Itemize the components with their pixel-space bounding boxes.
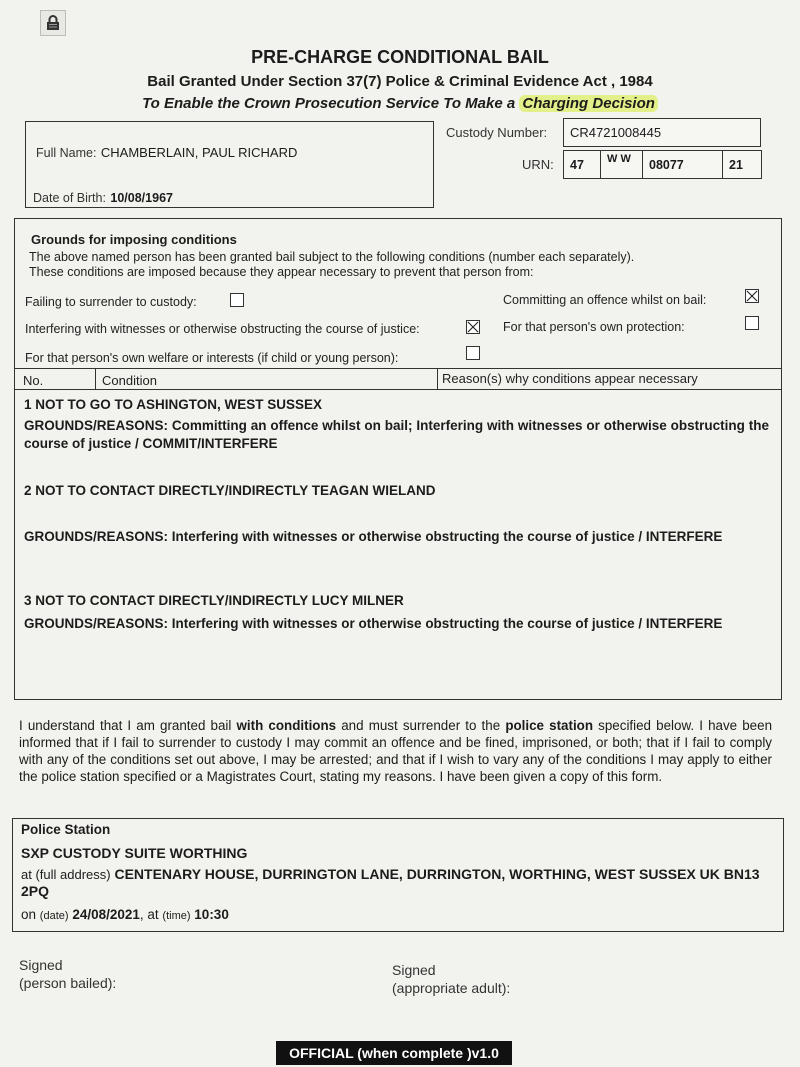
police-station-heading: Police Station (21, 822, 111, 837)
interfering-witnesses-checkbox[interactable] (466, 320, 480, 334)
col-reason: Reason(s) why conditions appear necessary (442, 371, 698, 386)
custody-number-label: Custody Number: (446, 125, 548, 140)
check-x-icon (746, 289, 758, 303)
police-station-address (21, 866, 781, 900)
condition-1-title: 1 NOT TO GO TO ASHINGTON, WEST SUSSEX (24, 397, 323, 412)
urn-cell-3: 08077 (643, 151, 723, 178)
urn-cell-2: W W (601, 151, 643, 178)
signed-adult-sublabel: (appropriate adult): (392, 980, 511, 996)
purpose-text: To Enable the Crown Prosecution Service To Make a (142, 95, 516, 112)
date-value: 24/08/2021 (72, 907, 140, 922)
purpose-highlight: Charging Decision (519, 95, 658, 112)
full-name-value: CHAMBERLAIN, PAUL RICHARD (100, 145, 298, 160)
dob-row (33, 189, 173, 207)
signed-adult-label: Signed (392, 962, 436, 978)
own-welfare-checkbox[interactable] (466, 346, 480, 360)
urn-label: URN: (522, 157, 554, 172)
classification-footer: OFFICIAL (when complete )v1.0 (276, 1041, 512, 1065)
police-station-box (12, 818, 784, 932)
lock-icon (40, 10, 66, 36)
col-condition: Condition (102, 373, 157, 388)
police-station-name: SXP CUSTODY SUITE WORTHING (21, 845, 248, 861)
option-own-welfare: For that person's own welfare or interests (if child or young person): (25, 351, 399, 365)
full-name-row (36, 144, 297, 162)
own-protection-checkbox[interactable] (745, 316, 759, 330)
grounds-heading: Grounds for imposing conditions (31, 232, 237, 247)
urn-cell-1: 47 (564, 151, 601, 178)
urn-field (563, 150, 762, 179)
declaration-part: specified below. I have been informed that if I fail to surrender to custody I may commit an offence and be fined, imprisoned, or both; that if I fail to comply with any of the conditions set out above, I may be arrested; and that if I wish to vary any of the conditions I may apply to either the police station specified or a Magistrates Court, stating my reasons. I have been given a copy of this form. (19, 718, 773, 784)
condition-2-reason: GROUNDS/REASONS: Interfering with witnesses or otherwise obstructing the course of justice / INTERFERE (24, 529, 723, 544)
failing-surrender-checkbox[interactable] (230, 293, 244, 307)
option-failing-surrender: Failing to surrender to custody: (25, 295, 197, 309)
address-value: CENTENARY HOUSE, DURRINGTON LANE, DURRINGTON, WORTHING, WEST SUSSEX UK BN13 2PQ (21, 866, 760, 899)
signed-person-label: Signed (19, 957, 63, 973)
form-title: PRE-CHARGE CONDITIONAL BAIL (251, 47, 549, 67)
signed-person-sublabel: (person bailed): (19, 975, 117, 991)
time-value: 10:30 (194, 907, 229, 922)
on-label: on (21, 907, 37, 922)
declaration-part: and must surrender to the (336, 718, 506, 733)
declaration-bold: police station (505, 718, 594, 733)
full-name-label: Full Name: (36, 146, 97, 160)
person-box (25, 121, 434, 208)
dob-label: Date of Birth: (33, 191, 106, 205)
declaration-part: I understand that I am granted bail (19, 718, 237, 733)
date-label: (date) (39, 910, 69, 922)
form-purpose (0, 95, 800, 112)
custody-number-value: CR4721008445 (570, 125, 662, 140)
grounds-box (14, 218, 782, 700)
dob-value: 10/08/1967 (110, 191, 173, 205)
custody-number-field (563, 118, 761, 147)
col-divider (437, 369, 438, 389)
committing-offence-checkbox[interactable] (745, 289, 759, 303)
form-subtitle: Bail Granted Under Section 37(7) Police & Criminal Evidence Act , 1984 (147, 73, 653, 90)
col-divider (95, 369, 96, 389)
date-time-row (21, 907, 229, 922)
option-own-protection: For that person's own protection: (503, 320, 685, 334)
urn-cell-4: 21 (729, 157, 743, 172)
declaration-bold: with conditions (236, 718, 337, 733)
condition-1-reason: GROUNDS/REASONS: Committing an offence whilst on bail; Interfering with witnesses or otherwise obstructing the course of justice / COMMIT/INTERFERE (24, 418, 769, 451)
grounds-intro-1: The above named person has been granted bail subject to the following conditions (number each separately). (29, 250, 635, 264)
at-label: , at (139, 907, 159, 922)
time-label: (time) (162, 910, 191, 922)
grounds-intro-2: These conditions are imposed because they appear necessary to prevent that person from: (29, 265, 534, 279)
option-interfering-witnesses: Interfering with witnesses or otherwise obstructing the course of justice: (25, 322, 420, 336)
condition-3-title: 3 NOT TO CONTACT DIRECTLY/INDIRECTLY LUCY MILNER (24, 593, 404, 608)
declaration-text (19, 717, 772, 785)
option-committing-offence: Committing an offence whilst on bail: (503, 293, 707, 307)
col-no: No. (23, 373, 44, 388)
address-label: at (full address) (21, 867, 111, 882)
check-x-icon (467, 320, 479, 334)
conditions-table-header (15, 368, 781, 390)
condition-3-reason: GROUNDS/REASONS: Interfering with witnesses or otherwise obstructing the course of justice / INTERFERE (24, 616, 723, 631)
condition-2-title: 2 NOT TO CONTACT DIRECTLY/INDIRECTLY TEAGAN WIELAND (24, 483, 436, 498)
